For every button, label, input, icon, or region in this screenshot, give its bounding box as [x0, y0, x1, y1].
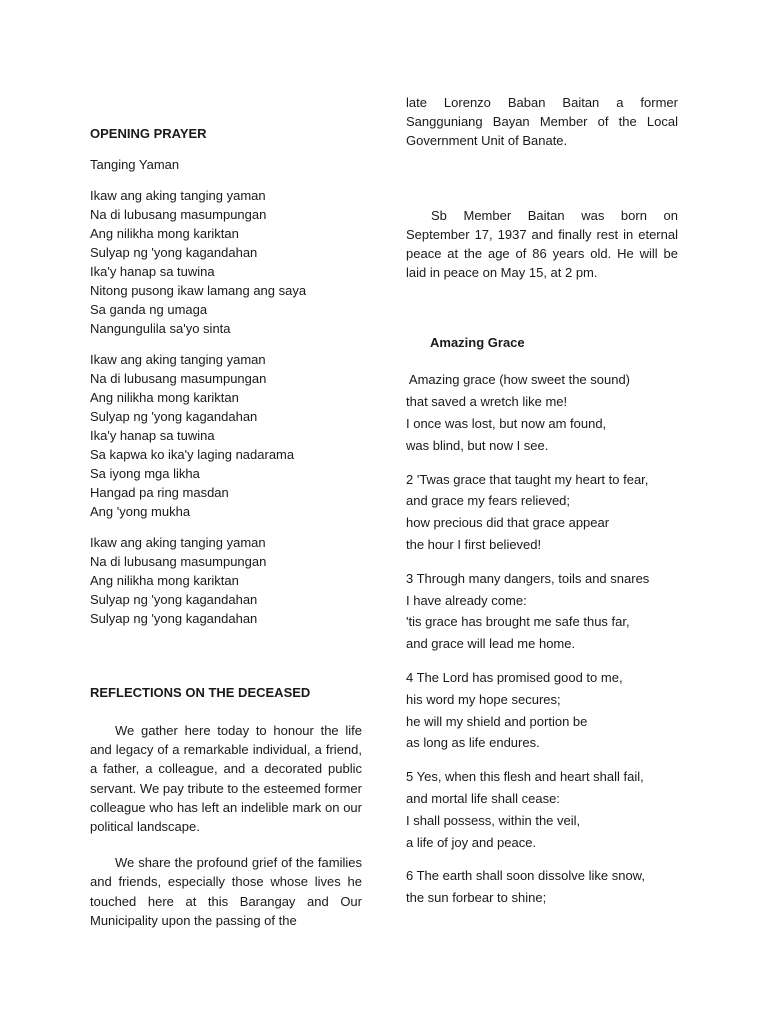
continuation-paragraph: late Lorenzo Baban Baitan a former Sangguniang Bayan Member of the Local Government Unit of Banate.	[406, 95, 678, 149]
verse-line: 6 The earth shall soon dissolve like snow,	[406, 868, 645, 884]
stanza-line: Na di lubusang masumpungan	[90, 371, 267, 386]
stanza-line: Ika'y hanap sa tuwina	[90, 428, 215, 443]
hymn-verse-3	[406, 568, 678, 655]
stanza-line: Na di lubusang masumpungan	[90, 554, 267, 569]
right-column	[406, 93, 678, 909]
verse-line: 5 Yes, when this flesh and heart shall fail,	[406, 769, 644, 785]
reflection-paragraph-2: We share the profound grief of the families and friends, especially those whose lives he touched here at this Barangay and Our Municipality upon the passing of the	[90, 855, 362, 928]
stanza-line: Na di lubusang masumpungan	[90, 207, 267, 222]
verse-line: the hour I first believed!	[406, 537, 542, 552]
stanza-line: Ikaw ang aking tanging yaman	[90, 188, 266, 203]
left-column	[90, 124, 362, 930]
reflection-paragraph-1: We gather here today to honour the life and legacy of a remarkable individual, a friend, a father, a colleague, and a decorated public servant. We pay tribute to the esteemed former colleague who has left an indelible mark on our political landscape.	[90, 723, 362, 835]
verse-line: 3 Through many dangers, toils and snares	[406, 570, 650, 586]
stanza-line: Sulyap ng 'yong kagandahan	[90, 611, 258, 626]
verse-line: 4 The Lord has promised good to me,	[406, 669, 623, 685]
verse-line: the sun forbear to shine;	[406, 890, 547, 906]
hymn-verse-1	[406, 369, 678, 456]
hymn-verse-6	[406, 865, 678, 909]
verse-line: I have already come:	[406, 592, 527, 608]
stanza-line: Ang 'yong mukha	[90, 504, 191, 519]
verse-line: was blind, but now I see.	[406, 437, 549, 453]
verse-line: and mortal life shall cease:	[406, 790, 560, 806]
hymn-verse-2	[406, 469, 678, 556]
hymn-title: Amazing Grace	[430, 335, 525, 351]
stanza-line: Ang nilikha mong kariktan	[90, 226, 239, 241]
verse-line: he will my shield and portion be	[406, 713, 588, 729]
stanza-line: Sa kapwa ko ika'y laging nadarama	[90, 447, 295, 462]
stanza-line: Hangad pa ring masdan	[90, 485, 229, 500]
verse-line: a life of joy and peace.	[406, 834, 537, 850]
hymn-verse-5	[406, 766, 678, 853]
stanza-line: Sa ganda ng umaga	[90, 302, 208, 317]
stanza-line: Ikaw ang aking tanging yaman	[90, 352, 266, 367]
verse-line: 2 'Twas grace that taught my heart to fear,	[406, 471, 649, 487]
verse-line: and grace my fears relieved;	[406, 493, 571, 509]
song-stanza-3	[90, 533, 362, 628]
stanza-line: Nangungulila sa'yo sinta	[90, 321, 231, 336]
stanza-line: Sulyap ng 'yong kagandahan	[90, 245, 258, 260]
verse-line: as long as life endures.	[406, 735, 540, 751]
stanza-line: Ang nilikha mong kariktan	[90, 573, 239, 588]
verse-line: I once was lost, but now am found,	[406, 416, 607, 432]
stanza-line: Sa iyong mga likha	[90, 466, 200, 481]
hymn-verse-4	[406, 667, 678, 754]
stanza-line: Ang nilikha mong kariktan	[90, 390, 239, 405]
verse-line: his word my hope secures;	[406, 691, 561, 707]
verse-line: 'tis grace has brought me safe thus far,	[406, 614, 630, 630]
reflections-heading: REFLECTIONS ON THE DECEASED	[90, 685, 311, 700]
song-title: Tanging Yaman	[90, 157, 180, 172]
verse-line: and grace will lead me home.	[406, 636, 576, 652]
stanza-line: Sulyap ng 'yong kagandahan	[90, 592, 258, 607]
bio-paragraph: Sb Member Baitan was born on September 17, 1937 and finally rest in eternal peace at the age of 86 years old. He will be laid in peace on May 15, at 2 pm.	[406, 207, 678, 281]
stanza-line: Ika'y hanap sa tuwina	[90, 264, 215, 279]
stanza-line: Nitong pusong ikaw lamang ang saya	[90, 283, 307, 298]
verse-line: how precious did that grace appear	[406, 515, 610, 531]
stanza-line: Sulyap ng 'yong kagandahan	[90, 409, 258, 424]
verse-line: that saved a wretch like me!	[406, 394, 568, 410]
verse-line: Amazing grace (how sweet the sound)	[406, 372, 631, 388]
opening-prayer-heading: OPENING PRAYER	[90, 126, 207, 141]
song-stanza-1	[90, 186, 362, 338]
verse-line: I shall possess, within the veil,	[406, 812, 581, 828]
stanza-line: Ikaw ang aking tanging yaman	[90, 535, 266, 550]
song-stanza-2	[90, 350, 362, 521]
